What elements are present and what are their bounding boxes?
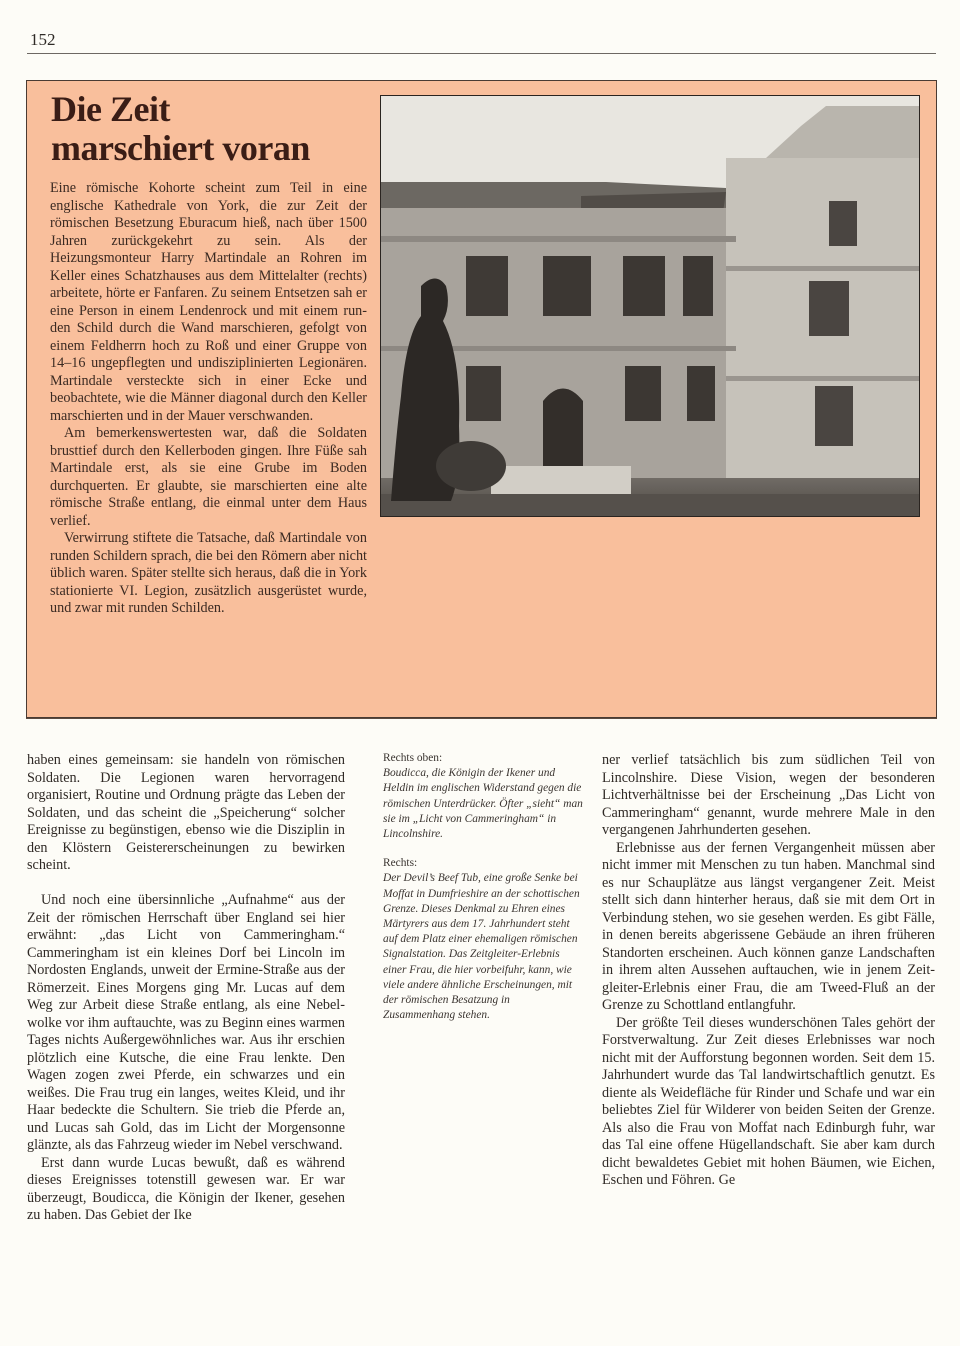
photo-window — [543, 256, 591, 316]
body-paragraph: Erst dann wurde Lucas bewußt, daß es während dieses Ereignisses totenstill gewesen war. Er war überzeugt, Boudicca, die Königin der Ikener, gesehen zu haben. Das Gebiet der Ike — [27, 1154, 345, 1223]
photo-door — [543, 389, 583, 467]
body-paragraph: haben eines gemeinsam: sie handeln von römischen Soldaten. Die Legionen waren hervorragend organisiert, Routine und Ordnung prägte das Leben der Soldaten, und das scheint die „Speicherung“ solcher Ereignisse zu begünstigen, ebenso wie die Disziplin in den Klöstern Geistererscheinungen zu bewirken scheint. — [27, 752, 345, 873]
feature-title-line1: Die Zeit — [51, 89, 170, 129]
feature-paragraph: Am bemerkenswertesten war, daß die Soldaten brusttief durch den Kellerboden gingen. Ihre Füße sah Martindale erst, als sie eine Grube im Boden durchquerten. Er glaubte, sie marschierten eine alte römische Straße entlang, die einmal unter dem Haus verlief. — [50, 425, 367, 529]
photo-ground — [381, 494, 919, 516]
photo-window — [815, 386, 853, 446]
captions — [383, 751, 583, 1023]
body-paragraph: Der größte Teil dieses wunderschönen Tales gehört der Forstverwaltung. Zur Zeit dieses Erlebnisses war noch nicht mit der Aufforstung begonnen worden. Seit dem 15. Jahrhundert wurde das Tal landwirtschaftlich genutzt. Es diente als Weidefläche für Rinder und Schafe und war ein beliebtes Ziel für Wilderer von beiden Seiten der Grenze. Als also die Frau von Moffat nach Edinburgh fuhr, war das Tal eine offene Hügellandschaft. Sie aber kam durch dicht bewaldetes Gebiet mit hohen Bäumen, wie Eichen, Eschen und Föhren. Ge — [602, 1014, 935, 1188]
photo-cornice — [726, 266, 919, 271]
photo-window — [687, 366, 715, 421]
photo-window — [466, 366, 501, 421]
caption-label: Rechts oben: — [383, 752, 443, 764]
photo-window — [623, 256, 665, 316]
photo-steps — [491, 466, 631, 496]
body-paragraph: ner verlief tatsächlich bis zum südlichen Teil von Lincolnshire. Diese Vision, wegen der besonderen Lichtverhältnisse bei der Erscheinung „Das Licht von Cammeringham“ genannt, wurde mehrere Male in den vergangenen Jahrhunderten gesehen. — [602, 752, 935, 838]
photo-cornice — [726, 376, 919, 381]
feature-title-line2: marschiert voran — [51, 128, 310, 168]
feature-paragraph: Eine römische Kohorte scheint zum Teil in eine englische Kathedrale von York, die zur Zeit der römischen Besetzung Eburacum hieß, nach über 1500 Jahren zurückgekehrt zu sein. Als der Heizungsmonteur Harry Martindale an Rohren im Keller eines Schatzhauses aus dem Mittelalter (rechts) arbeitete, hörte er Fanfaren. Zu seinem Entsetzen sah er eine Person in einem Lendenrock und mit einem runden Schild durch die Wand marschieren, gefolgt von einem Feldherrn hoch zu Roß und einer Gruppe von 14–16 ungepflegten und undisziplinierten Legionären. Martindale versteckte sich in einer Ecke und beobachtete, wie die Männer diagonal durch den Keller marschierten und in der Mauer verschwanden. — [50, 180, 367, 424]
column-right — [602, 752, 935, 1190]
photo-bush — [436, 441, 506, 491]
feature-paragraph: Verwirrung stiftete die Tatsache, daß Martindale von runden Schildern sprach, die bei den Römern aber nicht üblich waren. Später stellte sich heraus, daß die in York stationierte VI. Legion, zusätzlich ausgerüstet wurde, und zwar mit runden Schilden. — [50, 530, 367, 616]
caption-text: Boudicca, die Königin der Ikener und Heldin im englischen Widerstand gegen die römischen Unterdrücker. Öfter „sieht“ man sie im „Licht von Cammeringham“ in Lincolnshire. — [383, 767, 583, 841]
photo-window — [625, 366, 661, 421]
caption — [383, 751, 583, 842]
photo-cornice — [381, 236, 736, 242]
feature-title — [51, 90, 371, 168]
photo-window — [683, 256, 713, 316]
top-rule — [27, 53, 936, 54]
caption-text: Der Devil’s Beef Tub, eine große Senke bei Moffat in Dumfrieshire an der schottischen Grenze. Dieses Denkmal zu Ehren eines Märtyrers aus dem 17. Jahrhundert steht auf dem Platz einer ehemaligen römischen Signalstation. Das Zeitgleiter-Erlebnis einer Frau, die hier vorbeifuhr, kann, wie viele andere ähnliche Erscheinungen, mit der römischen Besatzung in Zusammenhang stehen. — [383, 872, 580, 1022]
photo-building-illustration — [381, 96, 919, 516]
photo-window — [466, 256, 508, 316]
feature-photo — [380, 95, 920, 517]
caption-label: Rechts: — [383, 857, 418, 870]
photo-window — [829, 201, 857, 246]
feature-body — [50, 180, 367, 618]
caption — [383, 856, 583, 1023]
body-paragraph: Erlebnisse aus der fernen Vergangenheit müssen aber nicht immer mit Menschen zu tun haben. Manchmal sind es nur Schauplätze aus längst vergangener Zeit. Meist stellt sich dann hinterher heraus, daß sie mit dem Ort in Verbindung stehen, wo sie gesehen werden. Es gibt Fälle, in denen bereits abgerissene Gebäude an ihren früheren Standorten erscheinen. Auch können ganze Landschaften in ihrem alten Aussehen auftauchen, wie in jenem Zeitgleiter-Erlebnis einer Frau, die am Tweed-Fluß an der Grenze zu Schottland entlangfuhr. — [602, 839, 935, 1013]
page-number: 152 — [30, 30, 56, 49]
column-left — [27, 752, 345, 1225]
body-paragraph: Und noch eine übersinnliche „Aufnahme“ aus der Zeit der römischen Herrschaft über England sei hier erwähnt: „das Licht von Cammeringham.“ Cammeringham ist ein kleines Dorf bei Lincoln im Nordosten Englands, unweit der Ermine-Straße aus der Römerzeit. Eines Morgens ging Mr. Lucas auf dem Weg zur Arbeit diese Straße entlang, als eine Nebelwolke vor ihm auftauchte, was zu Beginn eines warmen Tages nichts Außergewöhnliches war. Aus ihr erschien plötzlich eine Kutsche, die eine Frau lenkte. Den Wagen zogen zwei Pferde, ein schwarzes und ein weißes. Die Frau trug ein langes, weites Kleid, und ihr Haar bedeckte die Schultern. Sie trieb die Pferde an, und Lucas sah Gold, das im Licht der Morgensonne glänzte, als das Fahrzeug wieder im Nebel verschwand. — [27, 892, 345, 1153]
photo-window — [809, 281, 849, 336]
